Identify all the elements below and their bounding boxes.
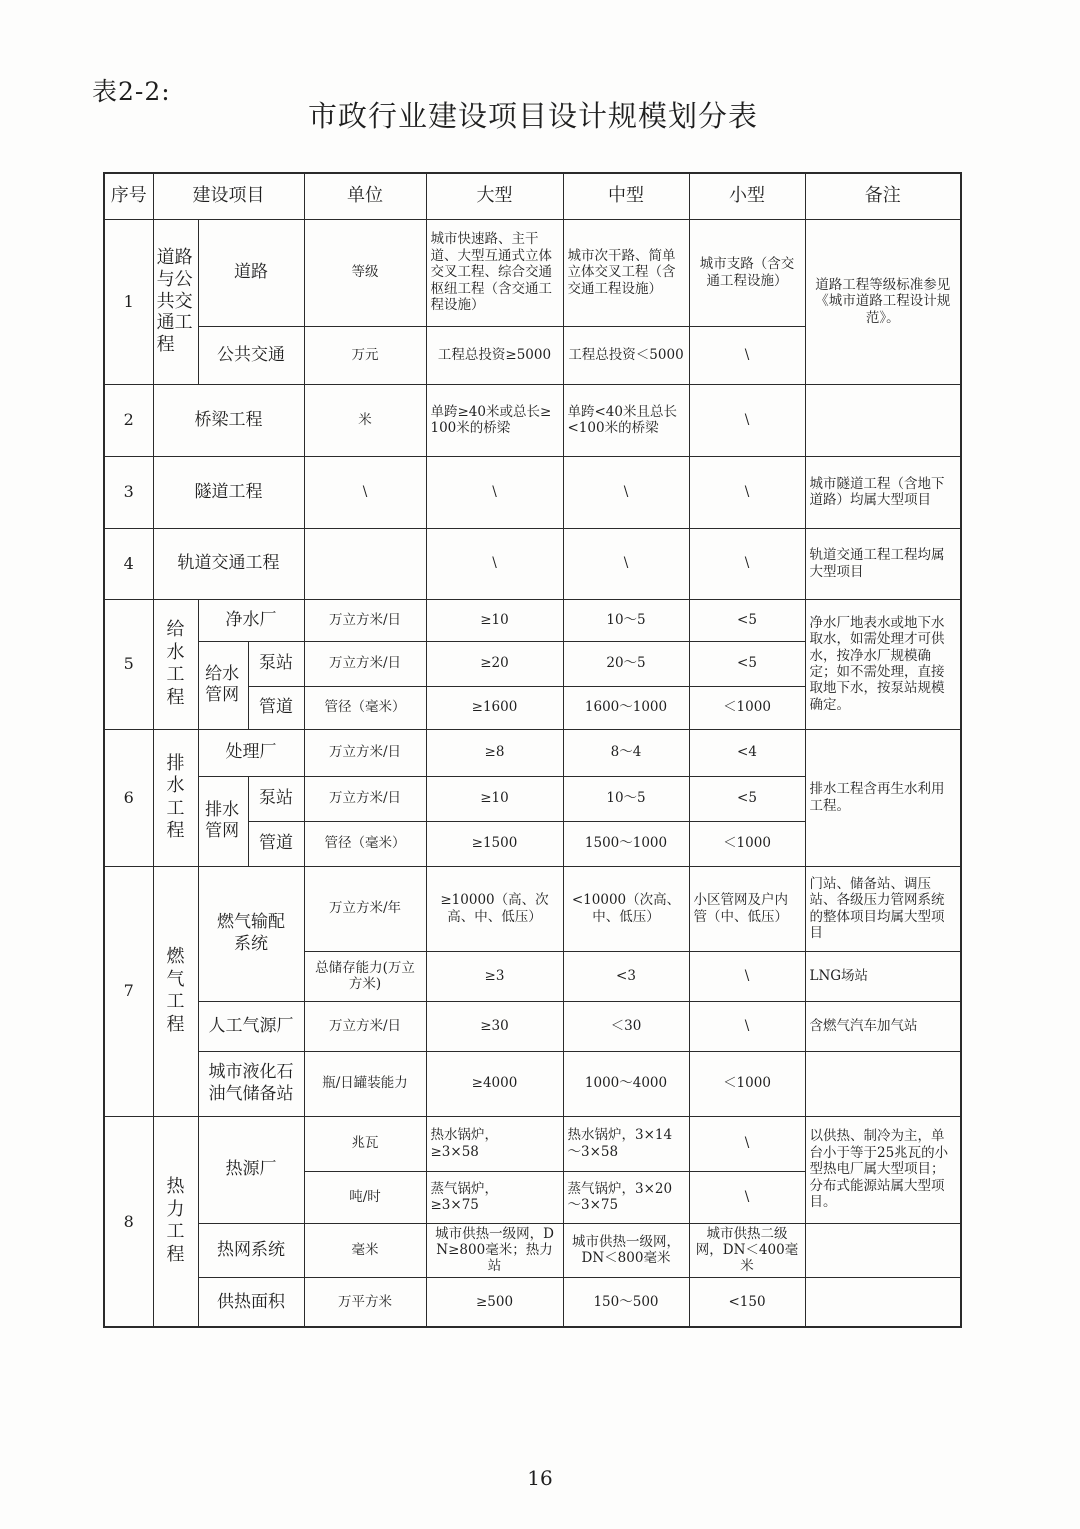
large-scale-cell: ≥20 <box>426 641 563 686</box>
scale-classification-table <box>103 172 962 1328</box>
item-name: 人工气源厂 <box>198 1001 304 1051</box>
medium-scale-cell: \ <box>563 456 689 528</box>
category-cell <box>153 599 198 729</box>
large-scale-cell: \ <box>426 456 563 528</box>
small-scale-cell: ＜1000 <box>689 1051 805 1116</box>
header-no: 序号 <box>104 173 153 219</box>
medium-scale-cell: 8～4 <box>563 729 689 776</box>
category-label: 排水工程 <box>166 752 185 841</box>
page-number: 16 <box>527 1466 553 1490</box>
unit-cell: \ <box>304 456 426 528</box>
remark-cell <box>805 384 961 456</box>
medium-scale-cell: ＜30 <box>563 1001 689 1051</box>
large-scale-cell: ≥500 <box>426 1277 563 1327</box>
small-scale-cell: \ <box>689 528 805 599</box>
item-name: 热网系统 <box>198 1223 304 1277</box>
header-large: 大型 <box>426 173 563 219</box>
small-scale-cell: \ <box>689 1001 805 1051</box>
row-number: 4 <box>104 528 153 599</box>
medium-scale-cell: 热水锅炉，3×14～3×58 <box>563 1116 689 1171</box>
unit-cell: 瓶/日罐装能力 <box>304 1051 426 1116</box>
remark-cell: 净水厂地表水或地下水取水，如需处理才可供水，按净水厂规模确定；如不需处理，直接取地下水，按泵站规模确定。 <box>805 599 961 729</box>
item-name: 公共交通 <box>198 326 304 384</box>
unit-cell: 兆瓦 <box>304 1116 426 1171</box>
small-scale-cell: <5 <box>689 641 805 686</box>
large-scale-cell: ≥10 <box>426 776 563 821</box>
item-name: 管道 <box>248 821 304 866</box>
medium-scale-cell: <10000（次高、中、低压） <box>563 866 689 951</box>
medium-scale-cell: 1500～1000 <box>563 821 689 866</box>
unit-cell: 万立方米/日 <box>304 599 426 641</box>
small-scale-cell: \ <box>689 1171 805 1223</box>
large-scale-text: 蒸气锅炉，≥3×75 <box>430 1180 498 1213</box>
medium-scale-cell: 工程总投资＜5000 <box>563 326 689 384</box>
table-row <box>104 866 961 951</box>
unit-cell: 管径（毫米） <box>304 686 426 729</box>
large-scale-cell: ≥1600 <box>426 686 563 729</box>
item-name: 泵站 <box>248 776 304 821</box>
medium-scale-cell: 城市次干路、简单立体交叉工程（含交通工程设施） <box>563 219 689 326</box>
medium-scale-cell: 20～5 <box>563 641 689 686</box>
unit-cell: 总储存能力(万立方米) <box>304 951 426 1001</box>
header-project: 建设项目 <box>153 173 304 219</box>
row-number: 3 <box>104 456 153 528</box>
small-scale-cell: \ <box>689 384 805 456</box>
large-scale-cell: \ <box>426 528 563 599</box>
category-label: 热力工程 <box>166 1176 185 1265</box>
table-row <box>104 456 961 528</box>
row-number: 5 <box>104 599 153 729</box>
table-row <box>104 1223 961 1277</box>
large-scale-cell: ≥1500 <box>426 821 563 866</box>
unit-cell: 万立方米/日 <box>304 776 426 821</box>
small-scale-cell: \ <box>689 326 805 384</box>
medium-scale-cell: 10～5 <box>563 776 689 821</box>
header-medium: 中型 <box>563 173 689 219</box>
small-scale-cell: <5 <box>689 776 805 821</box>
medium-scale-cell: \ <box>563 528 689 599</box>
large-scale-cell: 城市供热一级网，DN≥800毫米；热力站 <box>426 1223 563 1277</box>
table-row <box>104 1277 961 1327</box>
item-name: 净水厂 <box>198 599 304 641</box>
item-name: 供热面积 <box>198 1277 304 1327</box>
row-number: 1 <box>104 219 153 384</box>
remark-cell: 城市隧道工程（含地下道路）均属大型项目 <box>805 456 961 528</box>
large-scale-cell: ≥10000（高、次高、中、低压） <box>426 866 563 951</box>
unit-cell: 米 <box>304 384 426 456</box>
remark-cell: LNG场站 <box>805 951 961 1001</box>
subgroup-cell <box>198 641 248 729</box>
unit-cell: 万立方米/日 <box>304 1001 426 1051</box>
remark-cell <box>805 1277 961 1327</box>
category-label: 给水工程 <box>166 619 185 708</box>
table-row <box>104 729 961 776</box>
table-row <box>104 1051 961 1116</box>
header-unit: 单位 <box>304 173 426 219</box>
unit-cell: 万元 <box>304 326 426 384</box>
small-scale-cell: ＜1000 <box>689 686 805 729</box>
unit-cell: 万立方米/日 <box>304 641 426 686</box>
table-row <box>104 384 961 456</box>
item-name: 热源厂 <box>198 1116 304 1223</box>
unit-cell: 毫米 <box>304 1223 426 1277</box>
large-scale-cell <box>426 1116 563 1171</box>
item-name: 泵站 <box>248 641 304 686</box>
category-cell <box>153 729 198 866</box>
item-name: 燃气输配系统 <box>216 912 285 954</box>
large-scale-cell: ≥3 <box>426 951 563 1001</box>
medium-scale-cell: 城市供热一级网，DN＜800毫米 <box>563 1223 689 1277</box>
unit-cell: 万平方米 <box>304 1277 426 1327</box>
medium-scale-cell: 1600～1000 <box>563 686 689 729</box>
item-name: 桥梁工程 <box>153 384 304 456</box>
category-label: 燃气工程 <box>166 946 185 1035</box>
medium-scale-cell: 1000～4000 <box>563 1051 689 1116</box>
remark-cell: 含燃气汽车加气站 <box>805 1001 961 1051</box>
remark-cell: 以供热、制冷为主，单台小于等于25兆瓦的小型热电厂属大型项目；分布式能源站属大型项目。 <box>805 1116 961 1223</box>
small-scale-cell: 城市支路（含交通工程设施） <box>689 219 805 326</box>
medium-scale-cell: 10～5 <box>563 599 689 641</box>
row-number: 2 <box>104 384 153 456</box>
table-number-label: 表2-2: <box>92 77 171 106</box>
unit-cell: 等级 <box>304 219 426 326</box>
medium-scale-cell: <3 <box>563 951 689 1001</box>
category-cell <box>153 219 198 384</box>
small-scale-cell: \ <box>689 951 805 1001</box>
large-scale-cell: 工程总投资≥5000 <box>426 326 563 384</box>
item-name-cell <box>198 1051 304 1116</box>
remark-cell <box>805 1051 961 1116</box>
small-scale-cell: ＜1000 <box>689 821 805 866</box>
unit-cell: 吨/时 <box>304 1171 426 1223</box>
row-number: 7 <box>104 866 153 1116</box>
large-scale-cell: ≥10 <box>426 599 563 641</box>
small-scale-cell: <5 <box>689 599 805 641</box>
small-scale-cell: \ <box>689 456 805 528</box>
item-name-cell <box>198 866 304 1001</box>
table-row <box>104 1116 961 1171</box>
row-number: 6 <box>104 729 153 866</box>
small-scale-cell: <150 <box>689 1277 805 1327</box>
item-name: 隧道工程 <box>153 456 304 528</box>
unit-cell: 万立方米/年 <box>304 866 426 951</box>
item-name: 轨道交通工程 <box>153 528 304 599</box>
header-small: 小型 <box>689 173 805 219</box>
table-row <box>104 1001 961 1051</box>
subgroup-label: 给水管网 <box>205 664 240 705</box>
remark-cell: 门站、储备站、调压站、各级压力管网系统的整体项目均属大型项目 <box>805 866 961 951</box>
category-cell <box>153 866 198 1116</box>
item-name: 城市液化石油气储备站 <box>208 1062 294 1104</box>
remark-cell: 道路工程等级标准参见《城市道路工程设计规范》。 <box>805 219 961 384</box>
subgroup-label: 排水管网 <box>205 800 240 841</box>
unit-cell <box>304 528 426 599</box>
table-row <box>104 599 961 641</box>
table-row <box>104 528 961 599</box>
unit-cell: 管径（毫米） <box>304 821 426 866</box>
category-cell <box>153 1116 198 1327</box>
medium-scale-cell: 单跨<40米且总长<100米的桥梁 <box>563 384 689 456</box>
small-scale-cell: <4 <box>689 729 805 776</box>
large-scale-cell: 单跨≥40米或总长≥100米的桥梁 <box>426 384 563 456</box>
large-scale-cell: 城市快速路、主干道、大型互通式立体交叉工程、综合交通枢纽工程（含交通工程设施） <box>426 219 563 326</box>
remark-cell: 排水工程含再生水利用工程。 <box>805 729 961 866</box>
large-scale-cell: ≥8 <box>426 729 563 776</box>
small-scale-cell: \ <box>689 1116 805 1171</box>
large-scale-cell: ≥30 <box>426 1001 563 1051</box>
small-scale-cell: 小区管网及户内管（中、低压） <box>689 866 805 951</box>
category-label: 道路与公共交通工程 <box>156 247 193 355</box>
remark-cell <box>805 1223 961 1277</box>
large-scale-cell: ≥4000 <box>426 1051 563 1116</box>
row-number: 8 <box>104 1116 153 1327</box>
item-name: 管道 <box>248 686 304 729</box>
medium-scale-cell: 蒸气锅炉，3×20～3×75 <box>563 1171 689 1223</box>
item-name: 处理厂 <box>198 729 304 776</box>
large-scale-cell <box>426 1171 563 1223</box>
remark-cell: 轨道交通工程工程均属大型项目 <box>805 528 961 599</box>
subgroup-cell <box>198 776 248 866</box>
small-scale-cell: 城市供热二级网，DN＜400毫米 <box>689 1223 805 1277</box>
page-title: 市政行业建设项目设计规模划分表 <box>307 99 758 133</box>
large-scale-text: 热水锅炉，≥3×58 <box>430 1127 498 1160</box>
item-name: 道路 <box>198 219 304 326</box>
header-remark: 备注 <box>805 173 961 219</box>
medium-scale-cell: 150～500 <box>563 1277 689 1327</box>
header-row <box>104 173 961 219</box>
table-row <box>104 219 961 326</box>
unit-cell: 万立方米/日 <box>304 729 426 776</box>
